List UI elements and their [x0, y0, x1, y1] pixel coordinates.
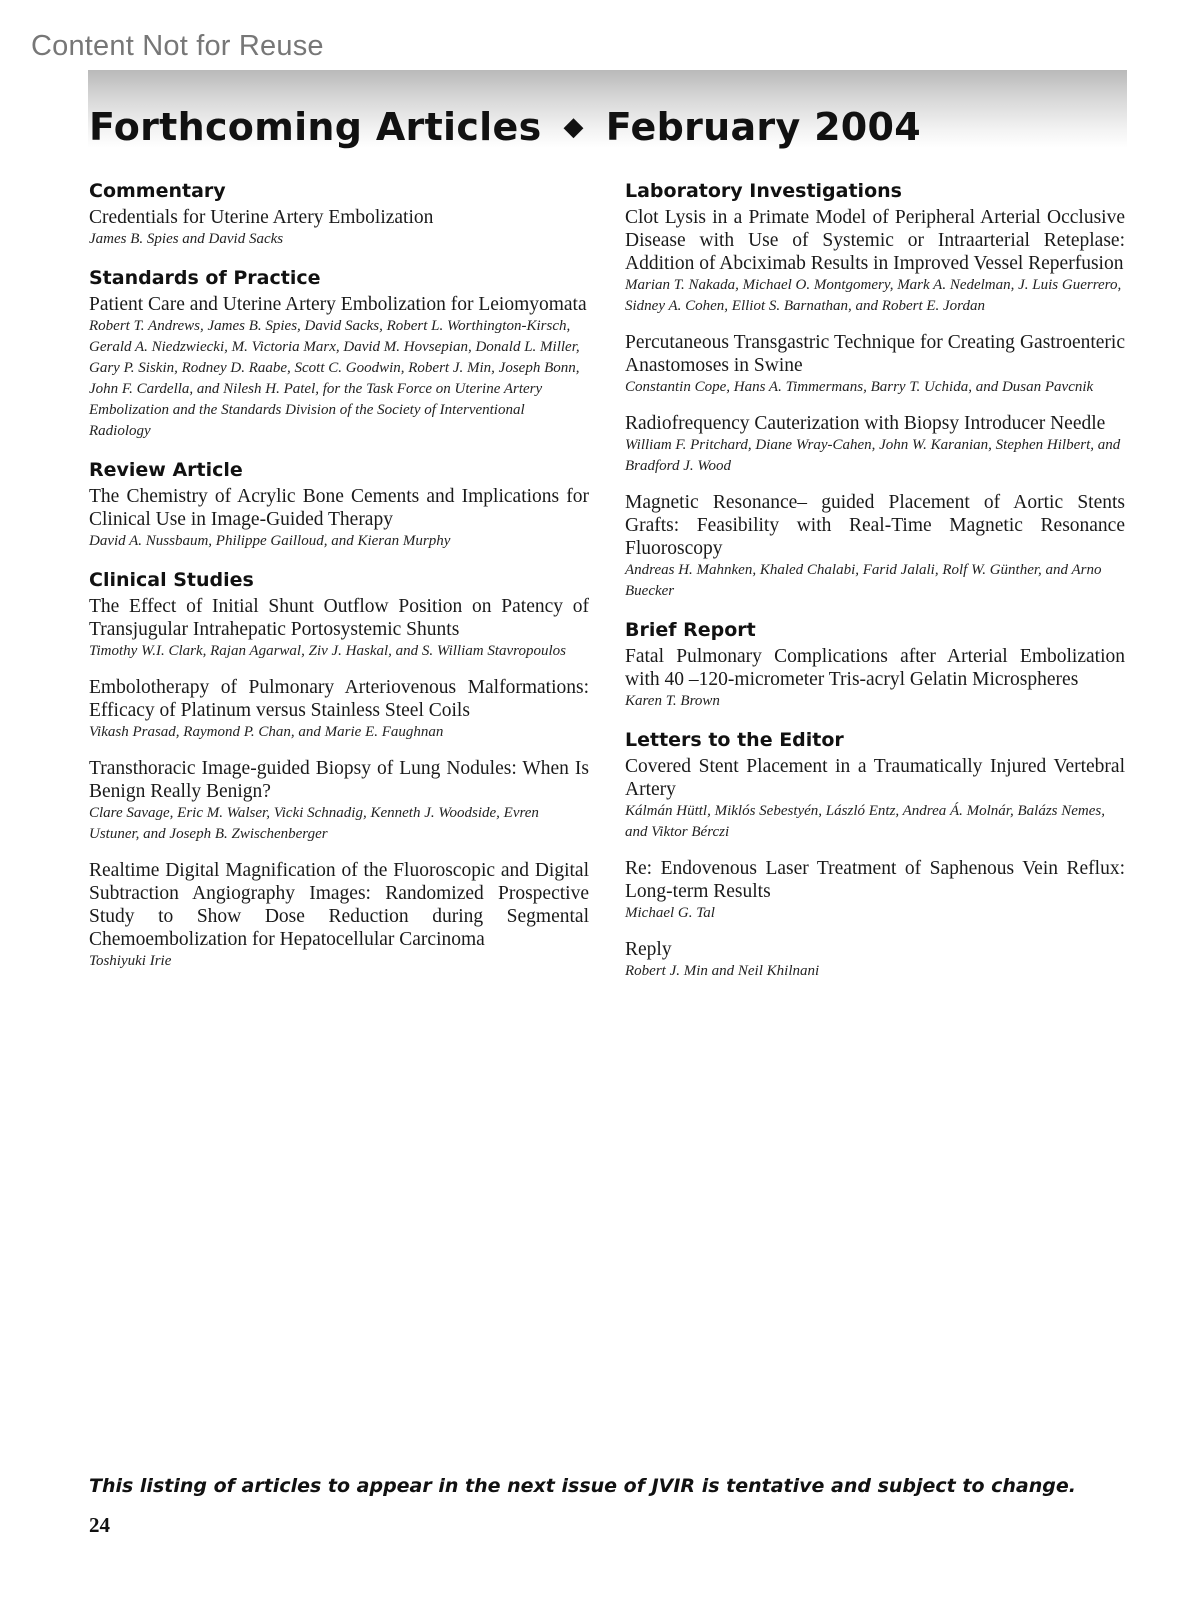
article-title: Covered Stent Placement in a Traumatically Injured Vertebral Artery [625, 756, 1125, 800]
article-entry [89, 485, 589, 552]
article-entry [89, 676, 589, 743]
section-heading: Brief Report [625, 619, 756, 641]
article-entry [625, 491, 1125, 602]
article-authors: David A. Nussbaum, Philippe Gailloud, and Kieran Murphy [89, 533, 451, 549]
article-entry [625, 412, 1125, 477]
section-standards-of-practice [89, 265, 589, 442]
article-title: The Effect of Initial Shunt Outflow Position on Patency of Transjugular Intrahepatic Portosystemic Shunts [89, 596, 589, 640]
article-authors: Timothy W.I. Clark, Rajan Agarwal, Ziv J. Haskal, and S. William Stavropoulos [89, 643, 566, 659]
article-entry [625, 645, 1125, 712]
section-commentary [89, 178, 589, 250]
article-title: Percutaneous Transgastric Technique for Creating Gastroenteric Anastomoses in Swine [625, 332, 1125, 376]
notice-text-before: This listing of articles to appear in the next issue of [89, 1475, 652, 1497]
article-title: Re: Endovenous Laser Treatment of Saphenous Vein Reflux: Long-term Results [625, 858, 1125, 902]
right-column [625, 178, 1125, 997]
section-heading: Standards of Practice [89, 267, 321, 289]
article-entry [625, 938, 1125, 982]
diamond-separator-icon: ◆ [563, 112, 584, 142]
title-left: Forthcoming Articles [89, 105, 542, 149]
article-entry [625, 755, 1125, 843]
article-title: Reply [625, 939, 672, 960]
article-authors: William F. Pritchard, Diane Wray-Cahen, John W. Karanian, Stephen Hilbert, and Bradford J. Wood [625, 437, 1121, 474]
article-entry [625, 206, 1125, 317]
article-entry [625, 331, 1125, 398]
section-heading: Clinical Studies [89, 569, 254, 591]
article-authors: Andreas H. Mahnken, Khaled Chalabi, Farid Jalali, Rolf W. Günther, and Arno Buecker [625, 562, 1102, 599]
article-authors: Karen T. Brown [625, 693, 720, 709]
article-title: Credentials for Uterine Artery Embolization [89, 207, 434, 228]
section-brief-report [625, 617, 1125, 712]
notice-text-after: is tentative and subject to change. [695, 1475, 1076, 1497]
article-authors: James B. Spies and David Sacks [89, 231, 284, 247]
article-authors: Robert T. Andrews, James B. Spies, David Sacks, Robert L. Worthington-Kirsch, Gerald A. Niedzwiecki, M. Victoria Marx, David M. Hovsepian, Donald L. Miller, Gary P. Siskin, Rodney D. Raabe, Scott C. Goodwin, Robert J. Min, Joseph Bonn, John F. Cardella, and Nilesh H. Patel, for the Task Force on Uterine Artery Embolization and the Standards Division of the Society of Interventional Radiology [89, 318, 580, 439]
article-authors: Marian T. Nakada, Michael O. Montgomery, Mark A. Nedelman, J. Luis Guerrero, Sidney A. Cohen, Elliot S. Barnathan, and Robert E. Jordan [625, 277, 1122, 314]
page-title [89, 105, 921, 149]
notice-journal-name: JVIR [651, 1475, 696, 1497]
title-right: February 2004 [605, 105, 922, 149]
article-title: Patient Care and Uterine Artery Embolization for Leiomyomata [89, 294, 587, 315]
section-review-article [89, 457, 589, 552]
article-entry [89, 595, 589, 662]
article-title: Embolotherapy of Pulmonary Arteriovenous Malformations: Efficacy of Platinum versus Stainless Steel Coils [89, 677, 589, 721]
section-heading: Commentary [89, 180, 226, 202]
section-heading: Laboratory Investigations [625, 180, 902, 202]
article-entry [89, 206, 589, 250]
article-title: Clot Lysis in a Primate Model of Peripheral Arterial Occlusive Disease with Use of Systemic or Intraarterial Reteplase: Addition of Abciximab Results in Improved Vessel Reperfusion [625, 207, 1125, 274]
section-clinical-studies [89, 567, 589, 972]
tentative-notice [89, 1475, 1076, 1497]
article-authors: Clare Savage, Eric M. Walser, Vicki Schnadig, Kenneth J. Woodside, Evren Ustuner, and Joseph B. Zwischenberger [89, 805, 539, 842]
watermark-text: Content Not for Reuse [31, 30, 324, 62]
article-title: Radiofrequency Cauterization with Biopsy Introducer Needle [625, 413, 1106, 434]
article-title: Magnetic Resonance– guided Placement of Aortic Stents Grafts: Feasibility with Real-Time Magnetic Resonance Fluoroscopy [625, 492, 1125, 559]
article-title: Realtime Digital Magnification of the Fluoroscopic and Digital Subtraction Angiography Images: Randomized Prospective Study to Show Dose Reduction during Segmental Chemoembolization for Hepatocellular Carcinoma [89, 860, 589, 950]
article-title: Fatal Pulmonary Complications after Arterial Embolization with 40 –120-micrometer Tris-acryl Gelatin Microspheres [625, 646, 1125, 690]
article-authors: Robert J. Min and Neil Khilnani [625, 963, 820, 979]
section-heading: Review Article [89, 459, 243, 481]
left-column [89, 178, 589, 987]
article-entry [625, 857, 1125, 924]
article-title: Transthoracic Image-guided Biopsy of Lung Nodules: When Is Benign Really Benign? [89, 758, 589, 802]
article-authors: Constantin Cope, Hans A. Timmermans, Barry T. Uchida, and Dusan Pavcnik [625, 379, 1094, 395]
article-authors: Michael G. Tal [625, 905, 715, 921]
article-title: The Chemistry of Acrylic Bone Cements and Implications for Clinical Use in Image-Guided Therapy [89, 486, 589, 530]
section-laboratory-investigations [625, 178, 1125, 602]
article-authors: Toshiyuki Irie [89, 953, 172, 969]
article-authors: Vikash Prasad, Raymond P. Chan, and Marie E. Faughnan [89, 724, 444, 740]
page-number: 24 [89, 1513, 110, 1537]
article-entry [89, 293, 589, 442]
article-entry [89, 859, 589, 972]
article-authors: Kálmán Hüttl, Miklós Sebestyén, László Entz, Andrea Á. Molnár, Balázs Nemes, and Viktor Bérczi [625, 803, 1105, 840]
article-entry [89, 757, 589, 845]
section-letters-to-the-editor [625, 727, 1125, 982]
section-heading: Letters to the Editor [625, 729, 844, 751]
